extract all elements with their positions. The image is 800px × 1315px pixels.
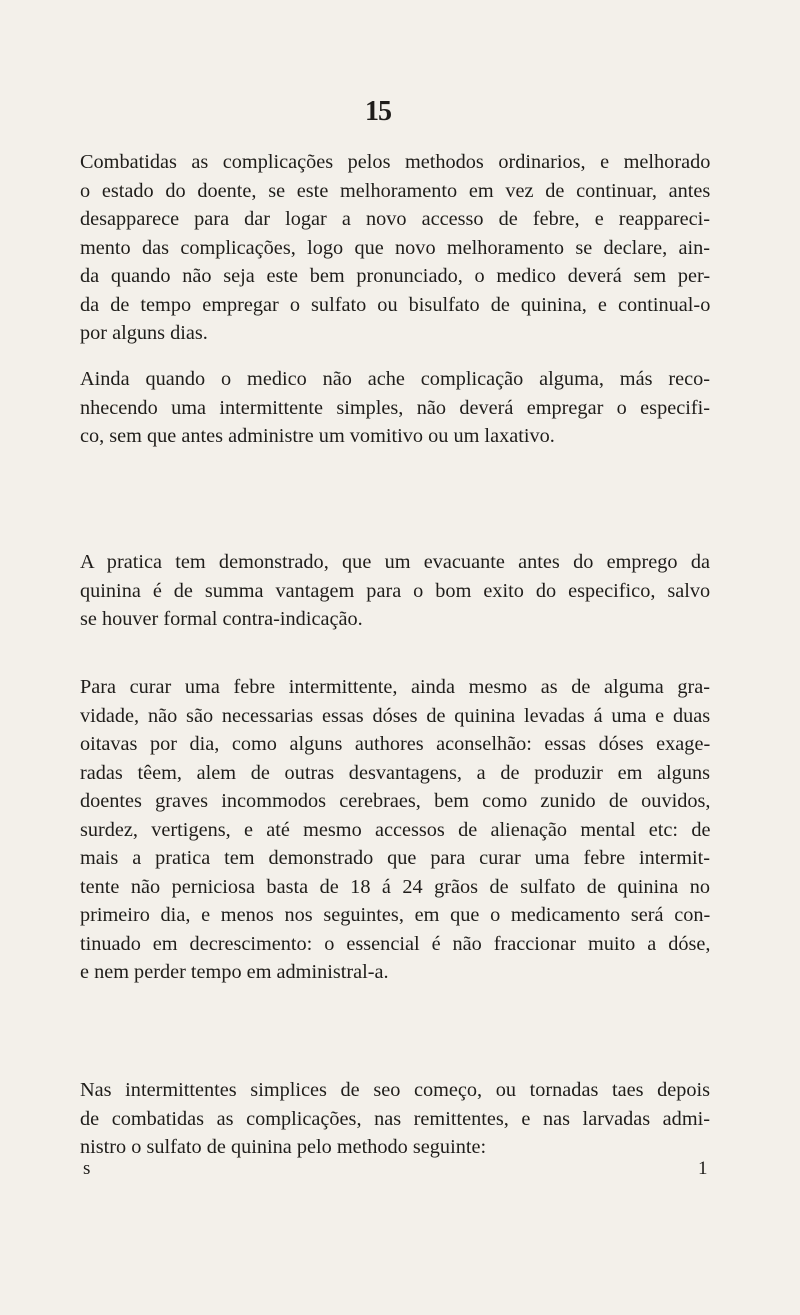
text-line: e nem perder tempo em administral-a. (80, 961, 389, 983)
text-line: da quando não seja este bem pronunciado, o medico deverá sem per- (80, 265, 710, 287)
text-line: tente não perniciosa basta de 18 á 24 grãos de sulfato de quinina no (80, 875, 710, 898)
page-number: 15 (365, 96, 391, 127)
signature-mark-right: 1 (698, 1158, 708, 1179)
signature-mark-left: s (83, 1158, 91, 1179)
paragraph-1 (80, 148, 710, 348)
paragraph-3 (80, 548, 710, 634)
paragraph-2 (80, 365, 710, 451)
text-line: mais a pratica tem demonstrado que para curar uma febre intermit- (80, 847, 710, 869)
text-line: oitavas por dia, como alguns authores aconselhão: essas dóses exage- (80, 733, 710, 755)
text-line: Para curar uma febre intermittente, ainda mesmo as de alguma gra- (80, 676, 710, 698)
text-line: A pratica tem demonstrado, que um evacuante antes do emprego da (80, 551, 710, 573)
text-line: co, sem que antes administre um vomitivo ou um laxativo. (80, 425, 555, 447)
text-line: por alguns dias. (80, 322, 208, 344)
text-line: Ainda quando o medico não ache complicação alguma, más reco- (80, 368, 710, 390)
text-line: vidade, não são necessarias essas dóses de quinina levadas á uma e duas (80, 704, 710, 727)
text-line: Combatidas as complicações pelos methodos ordinarios, e melhorado (80, 151, 710, 173)
text-line: de combatidas as complicações, nas remittentes, e nas larvadas admi- (80, 1107, 710, 1130)
text-line: quinina é de summa vantagem para o bom exito do especifico, salvo (80, 579, 710, 602)
text-line: da de tempo empregar o sulfato ou bisulfato de quinina, e continual-o (80, 293, 710, 316)
text-line: Nas intermittentes simplices de seo começo, ou tornadas taes depois (80, 1079, 710, 1101)
text-line: se houver formal contra-indicação. (80, 608, 363, 630)
text-line: surdez, vertigens, e até mesmo accessos de alienação mental etc: de (80, 818, 710, 841)
text-line: mento das complicações, logo que novo melhoramento se declare, ain- (80, 236, 710, 259)
paragraph-5 (80, 1076, 710, 1162)
text-line: desapparece para dar logar a novo accesso de febre, e reappareci- (80, 208, 710, 230)
text-line: nhecendo uma intermittente simples, não deverá empregar o especifi- (80, 396, 710, 419)
text-line: doentes graves incommodos cerebraes, bem como zunido de ouvidos, (80, 790, 710, 812)
text-line: o estado do doente, se este melhoramento em vez de continuar, antes (80, 179, 710, 202)
text-line: radas têem, alem de outras desvantagens, a de produzir em alguns (80, 761, 710, 784)
text-line: primeiro dia, e menos nos seguintes, em que o medicamento será con- (80, 904, 710, 926)
paragraph-4 (80, 673, 710, 987)
text-line: nistro o sulfato de quinina pelo methodo seguinte: (80, 1136, 487, 1158)
text-line: tinuado em decrescimento: o essencial é não fraccionar muito a dóse, (80, 932, 710, 955)
